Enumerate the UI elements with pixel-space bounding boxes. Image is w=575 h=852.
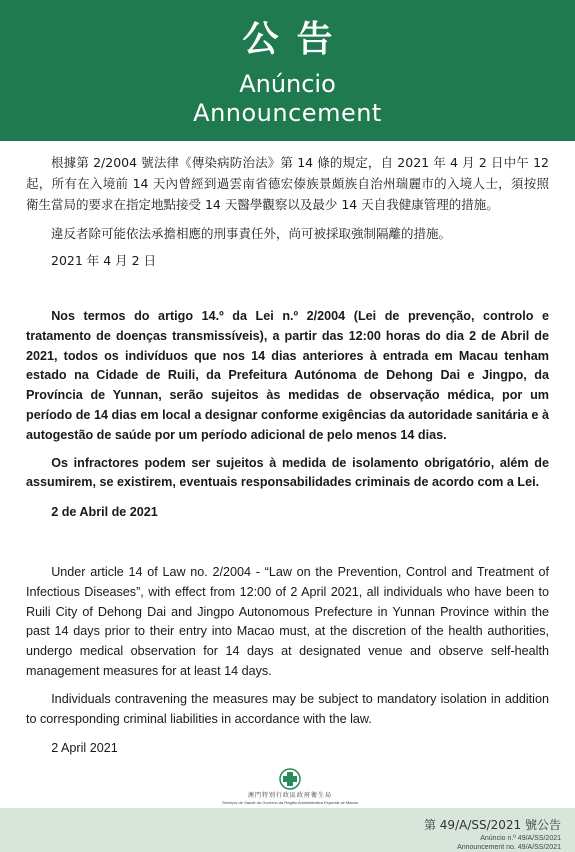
reference-footer xyxy=(0,808,575,852)
reference-number-portuguese: Anúncio n.º 49/A/SS/2021 xyxy=(480,835,561,842)
announcement-header xyxy=(0,0,575,141)
title-english: Announcement xyxy=(193,99,382,127)
medical-cross-icon xyxy=(279,768,301,790)
chinese-paragraph-1: 根據第 2/2004 號法律《傳染病防治法》第 14 條的規定，自 2021 年 4 月 2 日中午 12 起，所有在入境前 14 天內曾經到過雲南省德宏傣族景頗族自治州瑞麗市的入境人士，須按照衛生當局的要求在指定地點接受 14 天醫學觀察以及最少 14 天自我健康管理的措施。 xyxy=(26,155,549,212)
portuguese-paragraph-2: Os infractores podem ser sujeitos à medida de isolamento obrigatório, além de assumirem, se existirem, eventuais responsabilidades criminais de acordo com a Lei. xyxy=(26,455,549,490)
announcement-body xyxy=(26,152,549,759)
chinese-section xyxy=(26,152,549,271)
reference-number-chinese: 第 49/A/SS/2021 號公告 xyxy=(423,818,561,832)
english-paragraph-1: Under article 14 of Law no. 2/2004 - “Law on the Prevention, Control and Treatment of Infectious Diseases”, with effect from 12:00 of 2 April 2021, all individuals who have been to Ruili City of Dehong Dai and Jingpo Autonomous Prefecture in Yunnan Province within the past 14 days prior to their entry into Macao must, at the discretion of the health authorities, undergo medical observation for 14 days at designated venue and observe self-health management measures for at least 14 days. xyxy=(26,564,549,678)
chinese-date: 2021 年 4 月 2 日 xyxy=(51,253,157,268)
chinese-paragraph-2: 違反者除可能依法承擔相應的刑事責任外，尚可被採取強制隔離的措施。 xyxy=(51,226,452,241)
title-portuguese: Anúncio xyxy=(239,70,336,98)
title-chinese: 公告 xyxy=(242,19,351,60)
english-date: 2 April 2021 xyxy=(51,741,118,756)
portuguese-date: 2 de Abril de 2021 xyxy=(51,505,158,520)
english-paragraph-2: Individuals contravening the measures may be subject to mandatory isolation in addition to corresponding criminal liabilities in accordance with the law. xyxy=(26,691,549,726)
health-bureau-logo xyxy=(220,768,360,806)
logo-name-portuguese: Serviços de Saúde do Governo da Região Administrativa Especial de Macau xyxy=(222,800,358,805)
portuguese-section xyxy=(26,307,549,523)
reference-number-english: Announcement no. 49/A/SS/2021 xyxy=(457,844,561,851)
logo-name-chinese: 澳門特別行政區政府衛生局 xyxy=(247,792,332,799)
english-section xyxy=(26,563,549,759)
portuguese-paragraph-1: Nos termos do artigo 14.º da Lei n.º 2/2004 (Lei de prevenção, controlo e tratamento de doenças transmissíveis), a partir das 12:00 horas do dia 2 de Abril de 2021, todos os indivíduos que nos 14 dias anteriores à entrada em Macau tenham estado na Cidade de Ruili, da Prefeitura Autónoma de Dehong Dai e Jingpo, da Província de Yunnan, serão sujeitos às medidas de observação médica, por um período de 14 dias em local a designar conforme exigências da autoridade sanitária e à autogestão de saúde por um período adicional de pelo menos 14 dias. xyxy=(26,309,549,442)
